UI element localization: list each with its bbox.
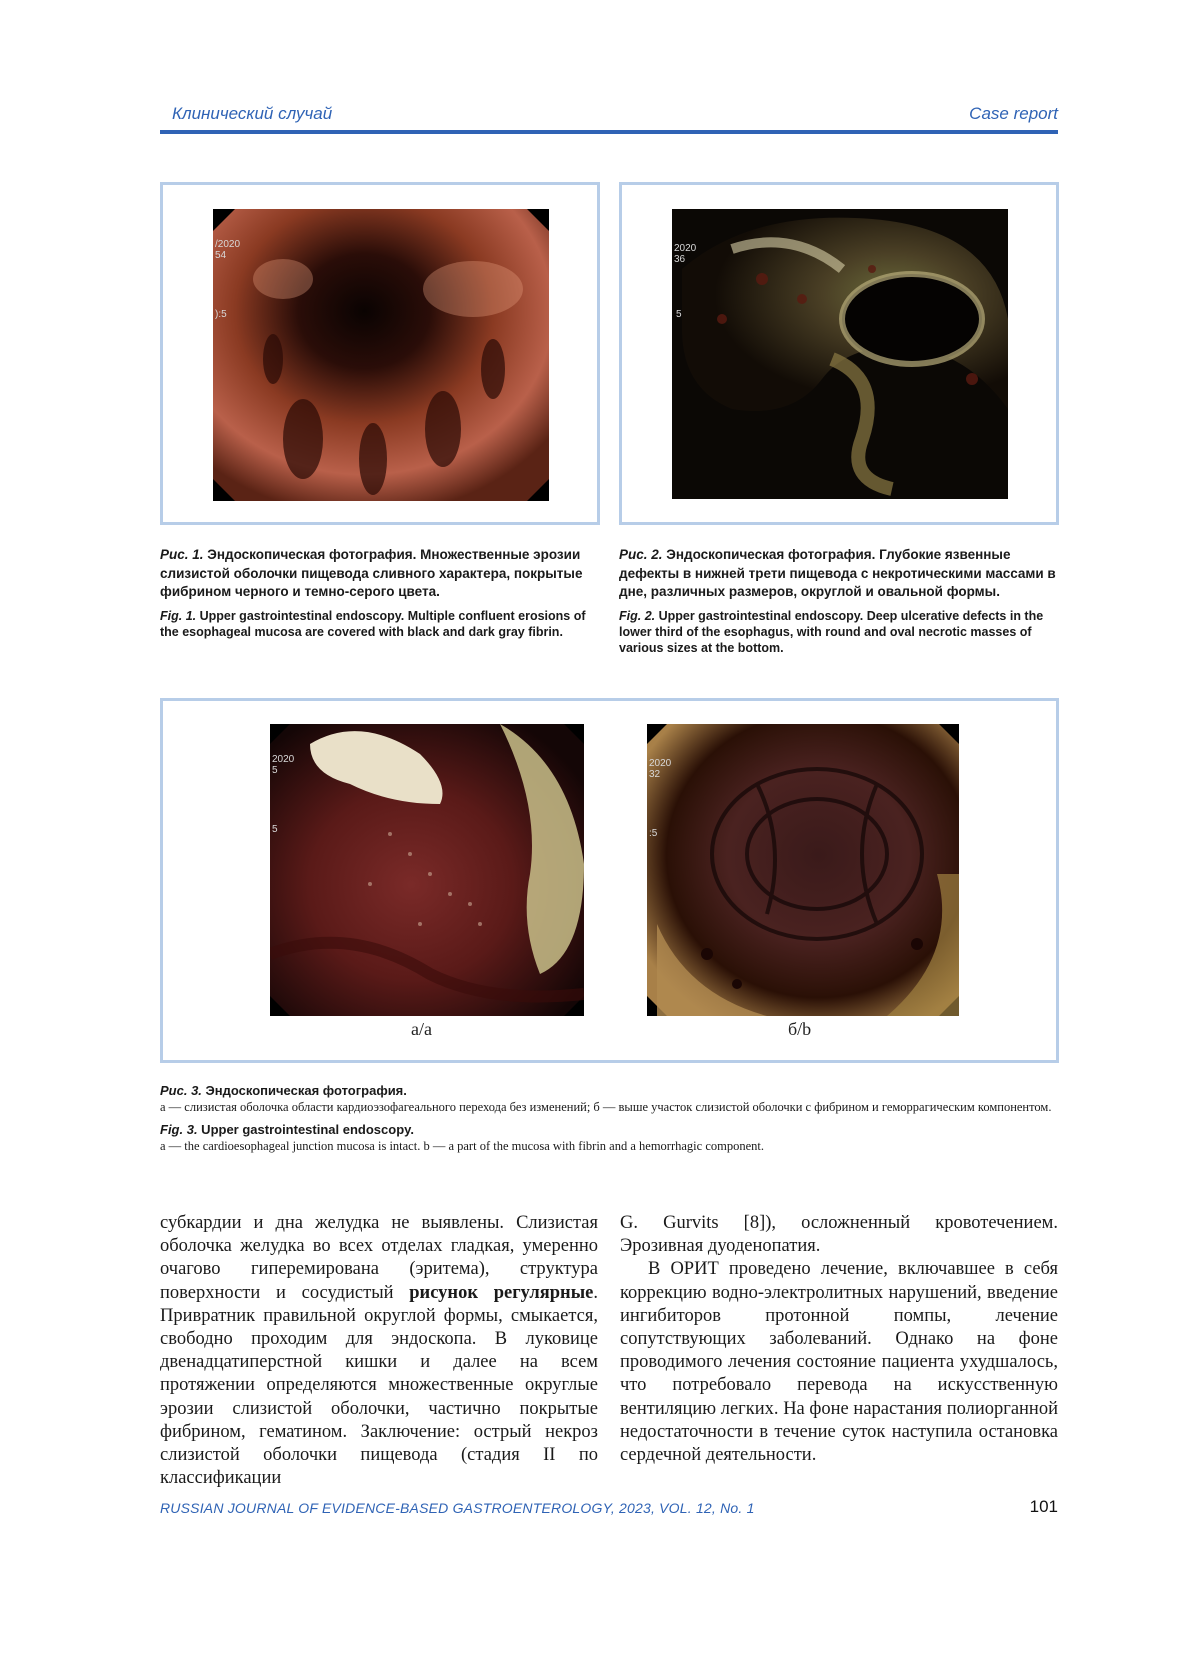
fig1-overlay-1: /2020 (215, 239, 241, 250)
fig3-title-en: Upper gastrointestinal endoscopy. (197, 1122, 415, 1137)
fig3-body-en: a — the cardioesophageal junction mucosa is intact. b — a part of the mucosa with fibrin and a hemorrhagic component. (160, 1139, 764, 1153)
panel-b-label: б/b (788, 1019, 812, 1039)
fig3b-overlay-3: :5 (649, 828, 658, 839)
figure-2-caption (619, 546, 1059, 656)
page-number: 101 (1029, 1497, 1058, 1516)
figure-1-frame (160, 182, 600, 525)
fig2-caption-ru: Эндоскопическая фотография. Глубокие язвенные дефекты в нижней трети пищевода с некротическими массами в дне, различных размеров, округлой и овальной формы. (619, 547, 1056, 599)
section-label: Клинический случай (172, 104, 333, 123)
fig1-label-en: Fig. 1. (160, 608, 197, 623)
fig2-overlay-1: 2020 (674, 243, 697, 254)
paragraph: G. Gurvits [8]), осложненный кровотечением. Эрозивная дуоденопатия. (620, 1213, 1058, 1257)
fig1-overlay-3: ):5 (215, 309, 227, 320)
fig2-label-ru: Рис. 2. (619, 547, 663, 562)
panel-a-label: а/a (411, 1019, 432, 1039)
bold-term: рисунок регулярные (409, 1282, 594, 1303)
figure-2-frame (619, 182, 1059, 525)
fig3-label-en: Fig. 3. (160, 1122, 198, 1137)
figure-1-image (213, 209, 549, 501)
fig3b-overlay-1: 2020 (649, 758, 672, 769)
figure-3a-image (270, 724, 584, 1016)
fig1-label-ru: Рис. 1. (160, 547, 204, 562)
figure-2-image (672, 209, 1008, 499)
figure-1-caption (160, 546, 600, 640)
fig3-title-ru: Эндоскопическая фотография. (201, 1083, 407, 1098)
fig3-label-ru: Рис. 3. (160, 1083, 202, 1098)
paragraph: субкардии и дна желудка не выявлены. Слизистая оболочка желудка во всех отделах гладкая, умеренно очагово гиперемирована (эритема), структура поверхности и сосудистый рисунок регулярные. Привратник правильной округлой формы, смыкается, свободно проходим для эндоскопа. В луковице двенадцатиперстной кишки и далее на всем протяжении определяются множественные округлые эрозии слизистой оболочки, частично покрытые фибрином, гематином. Заключение: острый некроз слизистой оболочки пищевода (стадия II по классификации (160, 1213, 599, 1489)
fig3a-overlay-3: 5 (272, 824, 278, 835)
fig3b-overlay-2: 32 (649, 769, 661, 780)
figure-3-frame (160, 698, 1059, 1063)
fig1-caption-ru: Эндоскопическая фотография. Множественные эрозии слизистой оболочки пищевода сливного характера, покрытые фибрином черного и темно-серого цвета. (160, 547, 583, 599)
fig3a-overlay-1: 2020 (272, 754, 295, 765)
section-label-en: Case report (969, 104, 1058, 123)
fig3a-overlay-2: 5 (272, 765, 278, 776)
fig1-caption-en: Upper gastrointestinal endoscopy. Multiple confluent erosions of the esophageal mucosa are covered with black and dark gray fibrin. (160, 608, 586, 639)
journal-footer: RUSSIAN JOURNAL OF EVIDENCE-BASED GASTROENTEROLOGY, 2023, VOL. 12, No. 1 (160, 1500, 755, 1516)
fig2-overlay-3: 5 (676, 309, 682, 320)
body-column-right (620, 1212, 1058, 1467)
body-column-left (160, 1212, 598, 1490)
figure-3-caption (160, 1082, 1060, 1154)
fig2-overlay-2: 36 (674, 254, 686, 265)
fig3-body-ru: а — слизистая оболочка области кардиоэзофагеального перехода без изменений; б — выше участок слизистой оболочки с фибрином и геморрагическим компонентом. (160, 1100, 1052, 1114)
fig1-overlay-2: 54 (215, 250, 227, 261)
fig2-caption-en: Upper gastrointestinal endoscopy. Deep ulcerative defects in the lower third of the esophagus, with round and oval necrotic masses of various sizes at the bottom. (619, 608, 1044, 655)
header-rule (160, 130, 1058, 134)
paragraph: В ОРИТ проведено лечение, включавшее в себя коррекцию водно-электролитных нарушений, введение ингибиторов протонной помпы, лечение сопутствующих заболеваний. Однако на фоне проводимого лечения состояние пациента ухудшалось, что потребовало перевода на искусственную вентиляцию легких. На фоне нарастания полиорганной недостаточности в течение суток наступила остановка сердечной деятельности. (620, 1259, 1058, 1466)
fig2-label-en: Fig. 2. (619, 608, 656, 623)
running-head (160, 104, 1058, 128)
figure-3b-image (647, 724, 959, 1016)
